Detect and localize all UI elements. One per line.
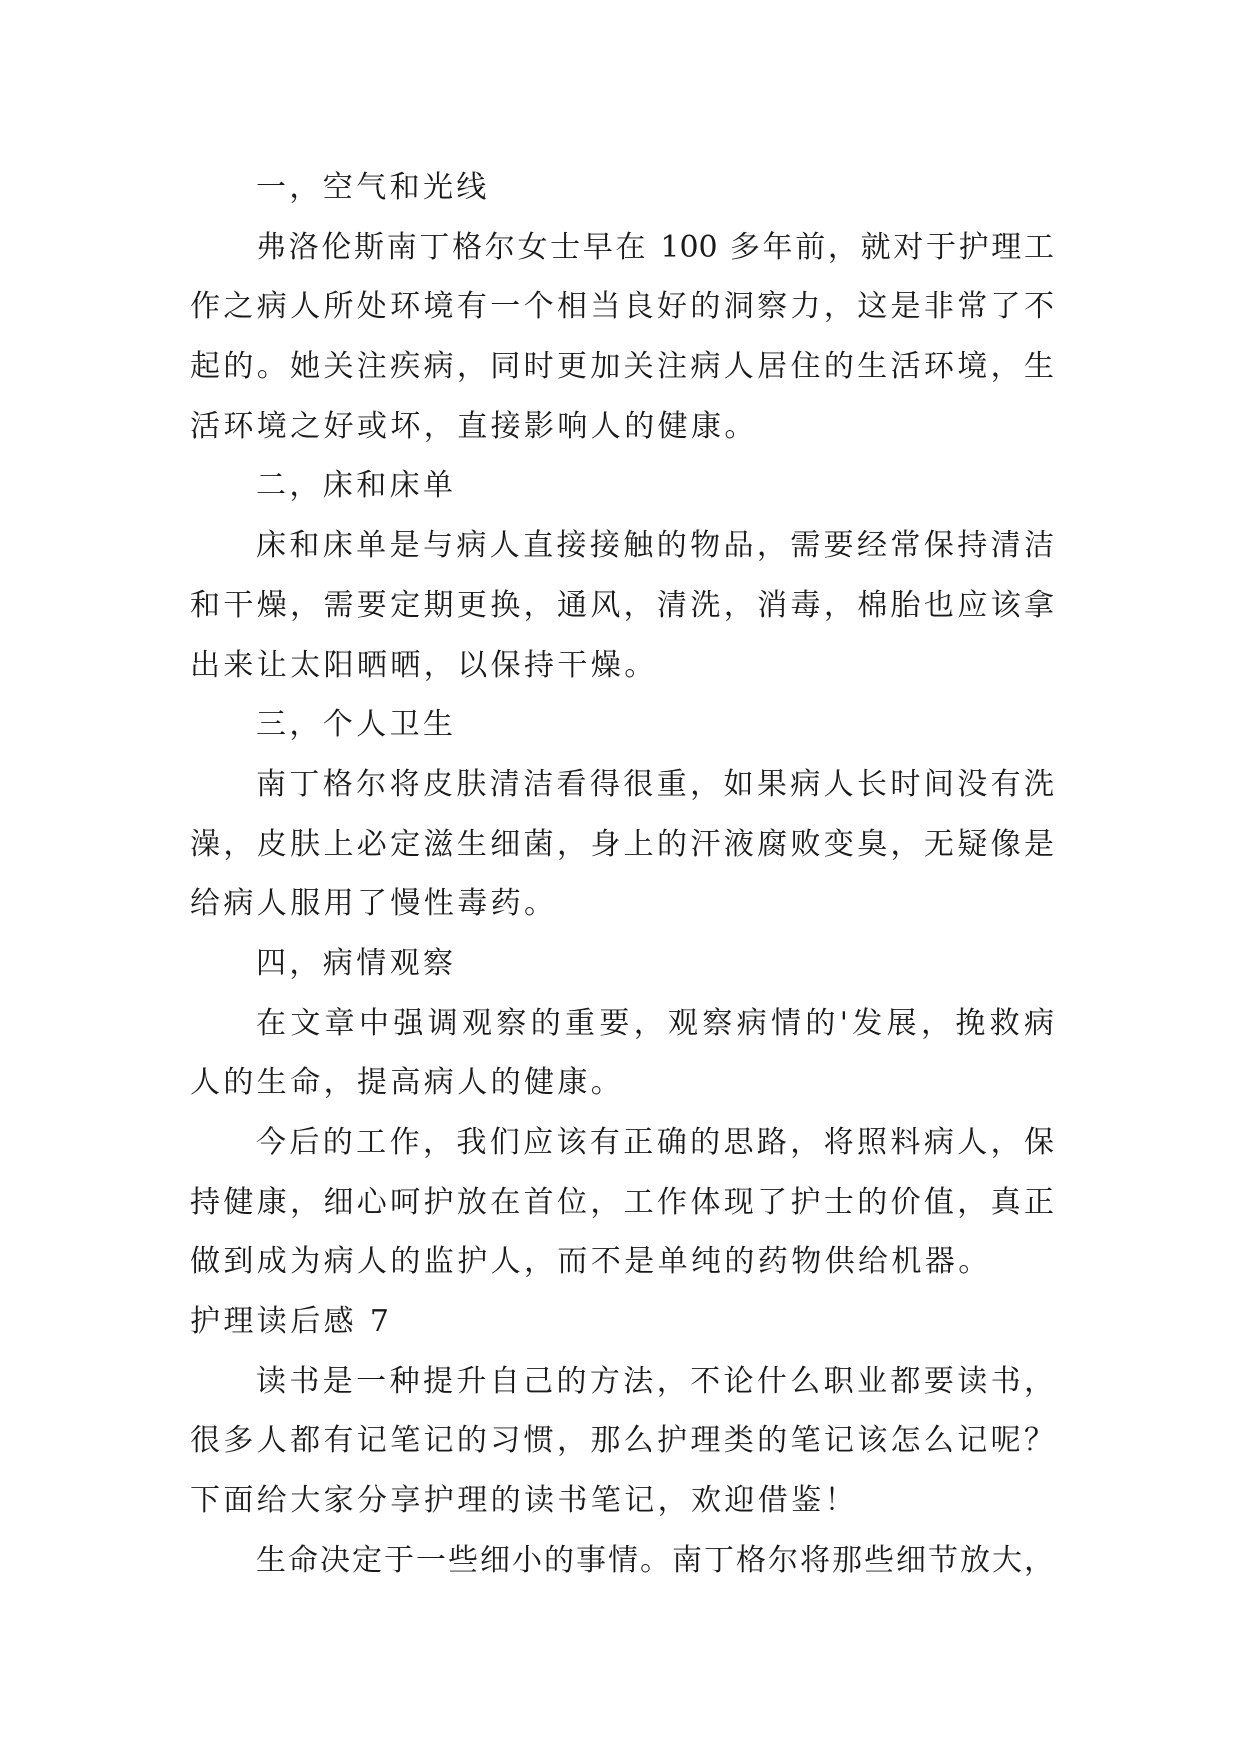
paragraph-line: 生命决定于一些细小的事情。南丁格尔将那些细节放大， [256,1542,1054,1578]
document-body [190,158,1054,1591]
section-heading: 三，个人卫生 [256,707,457,743]
section-heading: 一，空气和光线 [256,170,490,205]
paragraph-line: 出来让太阳晒晒，以保持干燥。 [190,647,658,683]
paragraph-line: 在文章中强调观察的重要，观察病情的'发展，挽救病 [256,1005,1054,1041]
paragraph-line: 澡，皮肤上必定滋生细菌，身上的汗液腐败变臭，无疑像是 [190,826,1054,862]
paragraph-line: 床和床单是与病人直接接触的物品，需要经常保持清洁 [256,528,1054,564]
paragraph-line: 今后的工作，我们应该有正确的思路，将照料病人，保 [256,1125,1054,1160]
paragraph-line: 下面给大家分享护理的读书笔记，欢迎借鉴！ [190,1483,858,1519]
paragraph-line: 给病人服用了慢性毒药。 [190,886,558,922]
paragraph-line: 做到成为病人的监护人，而不是单纯的药物供给机器。 [190,1244,992,1280]
paragraph-line: 南丁格尔将皮肤清洁看得很重，如果病人长时间没有洗 [256,766,1054,802]
paragraph-line: 很多人都有记笔记的习惯，那么护理类的笔记该怎么记呢？ [190,1423,1054,1459]
section-heading: 二，床和床单 [256,468,457,504]
paragraph-line: 读书是一种提升自己的方法，不论什么职业都要读书， [256,1363,1054,1399]
paragraph-line: 弗洛伦斯南丁格尔女士早在 100 多年前，就对于护理工 [256,229,1054,265]
paragraph-line: 作之病人所处环境有一个相当良好的洞察力，这是非常了不 [190,289,1054,325]
paragraph-line: 起的。她关注疾病，同时更加关注病人居住的生活环境，生 [190,349,1054,385]
paragraph-line: 和干燥，需要定期更换，通风，清洗，消毒，棉胎也应该拿 [190,587,1054,623]
section-heading: 护理读后感 7 [190,1304,393,1340]
paragraph-line: 活环境之好或坏，直接影响人的健康。 [190,408,758,444]
paragraph-line: 人的生命，提高病人的健康。 [190,1065,625,1101]
section-heading: 四，病情观察 [256,945,457,981]
paragraph-line: 持健康，细心呵护放在首位，工作体现了护士的价值，真正 [190,1184,1054,1220]
